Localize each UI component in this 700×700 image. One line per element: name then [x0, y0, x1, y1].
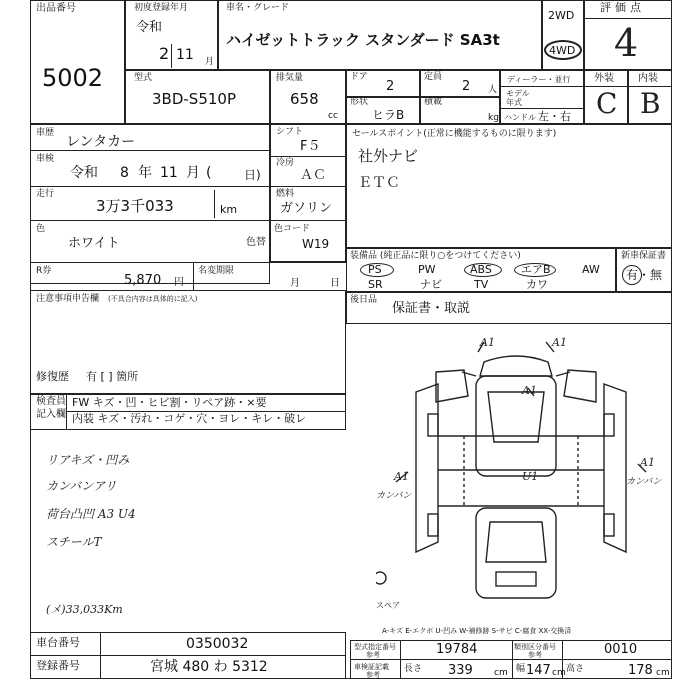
inspector-row-2: 内装 キズ・汚れ・コゲ・穴・ヨレ・キレ・破レ: [72, 412, 307, 425]
class-no-ref: 参考: [528, 651, 542, 659]
fuel-label: 燃料: [276, 189, 295, 199]
damage-legend: A-キズ E-エクボ U-凹み W-補修跡 S-サビ C-腐食 XX-交換済: [382, 627, 572, 635]
reg-era: 令和: [136, 20, 163, 35]
score-value: 4: [614, 21, 639, 65]
dealer-label: ディーラー・並行: [507, 75, 571, 84]
after-label: 後日品: [350, 295, 378, 305]
reg-month-unit: 月: [205, 57, 215, 67]
cap-value: 2: [462, 79, 471, 94]
width-unit: cm: [552, 668, 566, 678]
type-no-label: 型式指定番号: [354, 643, 396, 651]
hand-note-2: カンバンアリ: [46, 479, 117, 493]
recycle-label: R券: [36, 266, 52, 276]
inspect-year: 8: [120, 165, 129, 181]
dim-ref: 参考: [366, 671, 380, 679]
damage-mark-hood: A1: [522, 384, 537, 397]
shape-label: 形状: [350, 97, 369, 107]
damage-mark-front-left: A1: [480, 336, 495, 349]
option-airbag: エアB: [521, 263, 551, 276]
length-unit: cm: [494, 668, 508, 678]
damage-mark-right-side: A1: [640, 456, 655, 469]
model-year-label-1: モデル: [506, 89, 530, 98]
disp-value: 658: [290, 90, 319, 108]
warranty-yes-circle: [622, 265, 642, 285]
recall-label: 名変期限: [198, 266, 235, 276]
option-ps: PS: [368, 263, 382, 276]
inspect-label: 車検: [36, 154, 55, 164]
score-label: 評価点: [600, 1, 645, 14]
inspect-year-unit: 年: [138, 165, 152, 181]
model-value: 3BD-S510P: [152, 90, 236, 108]
handle-label: ハンドル: [504, 113, 536, 122]
repair-value: 有 [ ] 箇所: [86, 370, 139, 383]
option-navi: ナビ: [420, 278, 442, 291]
shape-value: ヒラB: [372, 108, 405, 122]
kanban-right: カンバン: [626, 477, 662, 487]
ac-value: ＡＣ: [300, 168, 327, 183]
person-unit: 人: [488, 85, 498, 95]
warranty-label: 新車保証書: [621, 251, 667, 261]
hand-note-1: リアキズ・凹み: [46, 453, 130, 467]
fuel-value: ガソリン: [280, 201, 333, 216]
height-value: 178: [628, 663, 653, 678]
dim-label: 車検証記載: [354, 663, 389, 671]
height-label: 高さ: [566, 664, 585, 674]
load-label: 積載: [424, 97, 443, 107]
usage-label: 車歴: [36, 128, 55, 138]
chassis-label: 車台番号: [36, 636, 80, 649]
lot-cell: [30, 0, 125, 124]
door-label: ドア: [350, 72, 368, 82]
inspect-day-open: (: [206, 165, 212, 181]
option-sr: SR: [368, 278, 383, 291]
chassis-number: 0350032: [186, 636, 249, 652]
int-grade: B: [640, 87, 661, 120]
cc-unit: cc: [328, 111, 338, 121]
option-tv: TV: [474, 278, 489, 291]
option-leather: カワ: [526, 278, 548, 291]
kg-unit: kg: [488, 113, 499, 123]
option-abs: ABS: [470, 263, 492, 276]
inspector-label-2: 記入欄: [36, 409, 66, 420]
sales-point-label: セールスポイント(正常に機能するものに限ります): [352, 129, 557, 139]
plate-number: 宮城 480 わ 5312: [150, 659, 268, 675]
type-no: 19784: [436, 642, 478, 657]
options-label: 装備品 (純正品に限り○をつけてください): [350, 251, 521, 261]
option-aw: AW: [582, 263, 600, 276]
hand-note-5: (メ)33,033Km: [46, 603, 123, 616]
reg-month: 11: [176, 47, 194, 63]
model-year-label-2: 年式: [506, 98, 522, 107]
recall-month: 月: [290, 278, 300, 289]
type-no-ref: 参考: [366, 651, 380, 659]
car-name: ハイゼットトラック スタンダード SA3t: [226, 31, 500, 49]
notes-cell: [30, 290, 346, 394]
inspector-label-1: 検査員: [36, 396, 66, 407]
shift-label: シフト: [276, 127, 304, 137]
shift-value: F５: [300, 139, 321, 154]
recolor-label: 色替: [246, 237, 266, 248]
vehicle-diagram: [376, 332, 666, 622]
drive-4wd: 4WD: [549, 44, 576, 57]
first-reg-label: 初度登録年月: [134, 3, 189, 13]
class-no-label: 類別区分番号: [514, 643, 556, 651]
spare-label: スペア: [376, 601, 400, 610]
color-label: 色: [36, 224, 46, 234]
hand-note-3: 荷台凸凹 A3 U4: [46, 507, 136, 521]
hand-note-4: スチールT: [46, 535, 102, 549]
damage-mark-front-right: A1: [552, 336, 567, 349]
inspect-month-unit: 月: [186, 165, 200, 181]
sales-line-2: ＥＴＣ: [358, 175, 400, 191]
reg-year: 2: [159, 44, 170, 63]
lot-number: 5002: [42, 64, 104, 92]
color-code-label: 色コード: [274, 224, 311, 234]
color-code: W19: [302, 237, 330, 251]
plate-label: 登録番号: [36, 659, 80, 672]
lot-label: 出品番号: [36, 3, 76, 14]
option-pw: PW: [418, 263, 436, 276]
yen-unit: 円: [174, 277, 184, 288]
drive-2wd: 2WD: [548, 9, 575, 22]
warranty-value: 有・無: [626, 268, 663, 282]
inspect-month: 11: [160, 165, 178, 181]
inspect-era: 令和: [70, 165, 98, 181]
ac-label: 冷房: [276, 158, 295, 168]
kanban-left: カンバン: [376, 491, 412, 501]
sales-line-1: 社外ナビ: [358, 147, 419, 165]
disp-label: 排気量: [276, 73, 304, 83]
width-label: 幅: [516, 664, 526, 674]
mileage-label: 走行: [36, 189, 55, 199]
ext-label: 外装: [594, 73, 614, 84]
recycle-fee: 5,870: [124, 273, 162, 288]
usage-value: レンタカー: [66, 134, 136, 150]
length-label: 長さ: [404, 664, 423, 674]
notes-sub: (不具合内容は具体的に記入): [108, 295, 198, 303]
notes-label: 注意事項申告欄: [36, 294, 100, 304]
ext-grade: C: [596, 87, 618, 120]
inspector-row-1: FW キズ・凹・ヒビ割・リペア跡・×要: [72, 396, 267, 409]
mileage-value: 3万3千033: [96, 197, 174, 215]
after-value: 保証書・取説: [392, 301, 471, 316]
class-no: 0010: [604, 642, 638, 657]
width-value: 147: [526, 663, 551, 678]
int-label: 内装: [638, 73, 658, 84]
inspect-day-unit: 日): [244, 168, 261, 182]
km-unit: km: [220, 203, 238, 216]
damage-mark-bed: U1: [522, 470, 539, 483]
recall-day: 日: [330, 278, 340, 289]
height-unit: cm: [656, 668, 670, 678]
length-value: 339: [448, 663, 473, 678]
repair-label: 修復歴: [36, 370, 69, 383]
model-label: 型式: [134, 73, 153, 83]
damage-mark-left-side: A1: [394, 470, 409, 483]
handle-value: 左・右: [538, 110, 571, 123]
door-value: 2: [386, 79, 395, 94]
cap-label: 定員: [424, 72, 443, 82]
color-value: ホワイト: [68, 236, 120, 251]
car-name-label: 車名・グレード: [226, 3, 290, 13]
